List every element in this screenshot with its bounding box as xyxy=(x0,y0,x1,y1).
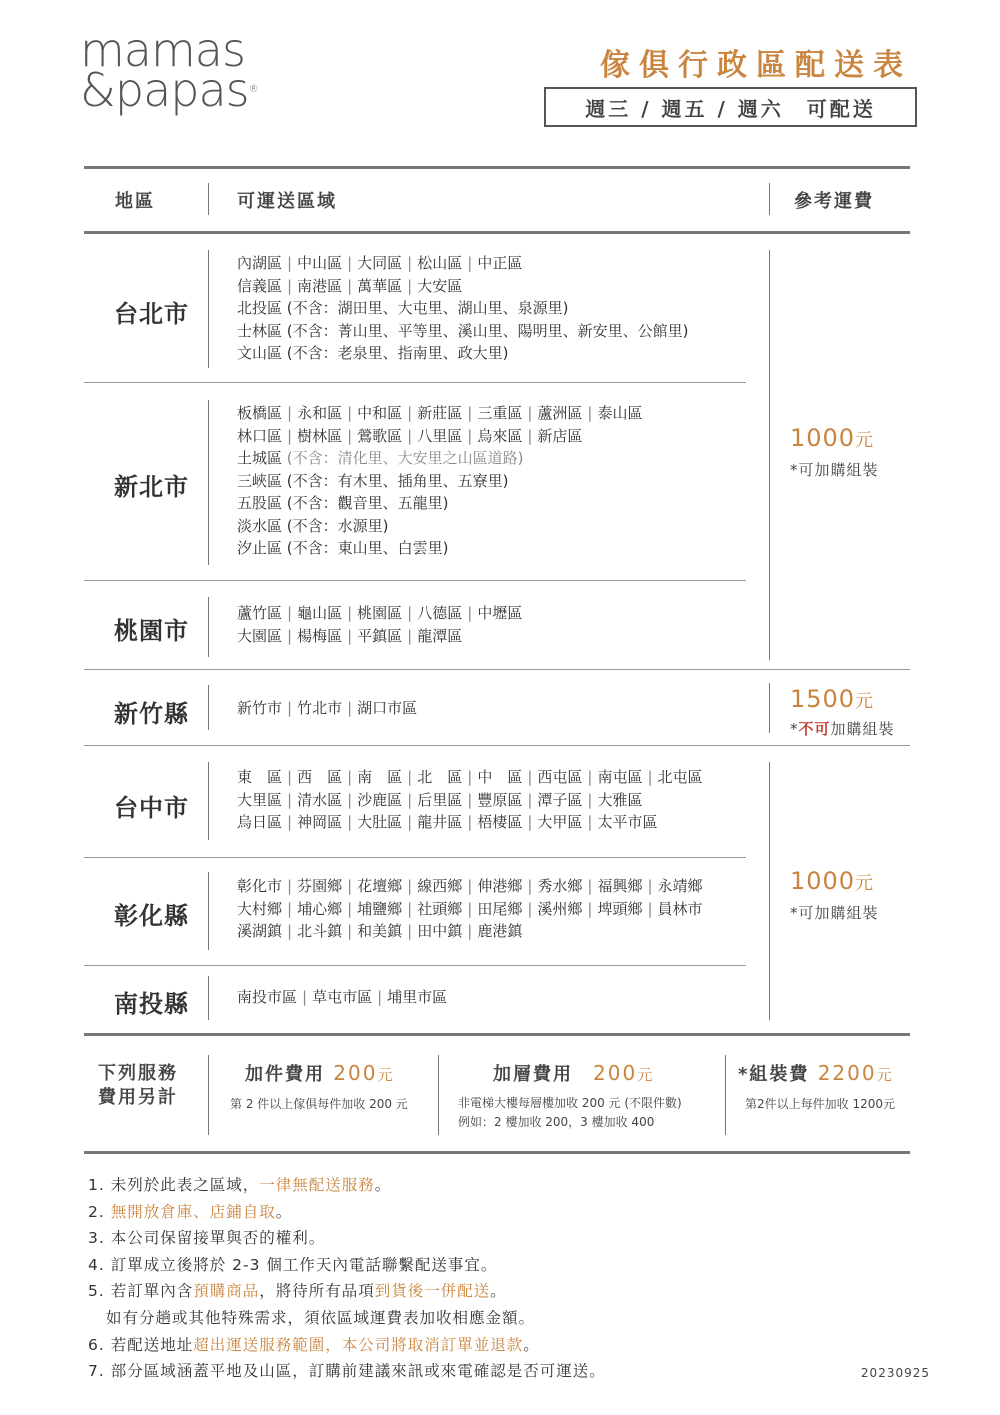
area-item: 南屯區 xyxy=(597,768,643,786)
divider xyxy=(208,685,209,730)
separator: | xyxy=(287,877,293,895)
area-item: 新竹市 xyxy=(237,699,283,717)
note-item: 7. 部分區域涵蓋平地及山區，訂購前建議來訊或來電確認是否可運送。 xyxy=(88,1362,606,1381)
area-item: 溪州鄉 xyxy=(537,899,583,918)
area-item: 埤頭鄉 xyxy=(597,899,643,918)
area-line xyxy=(237,297,688,320)
separator: | xyxy=(527,877,533,895)
area-item: 大安區 xyxy=(417,276,463,295)
notes-list xyxy=(88,1172,606,1385)
area-line xyxy=(237,425,642,448)
separator: | xyxy=(467,604,473,622)
fee-divider xyxy=(769,762,770,1020)
header-areas: 可運送區域 xyxy=(237,191,337,212)
divider xyxy=(438,1055,439,1135)
divider xyxy=(208,597,209,657)
area-item: 士林區 (不含：菁山里、平等里、溪山里、陽明里、新安里、公館里) xyxy=(237,321,689,340)
area-item: 伸港鄉 xyxy=(477,877,523,895)
header-region: 地區 xyxy=(115,191,155,212)
divider xyxy=(208,872,209,950)
note-item: 5. 若訂單內含預購商品，將待所有品項到貨後一併配送。 xyxy=(88,1282,507,1301)
area-line xyxy=(237,492,642,515)
region-changhua: 彰化縣 xyxy=(114,902,189,930)
divider xyxy=(208,762,209,840)
area-item: 林口區 xyxy=(237,426,283,445)
separator: | xyxy=(647,877,653,895)
area-line xyxy=(237,402,642,425)
area-item: 大村鄉 xyxy=(237,899,283,918)
separator: | xyxy=(377,988,383,1006)
area-line xyxy=(237,602,522,625)
services-label: 下列服務 費用另計 xyxy=(98,1063,178,1108)
areas-nantou xyxy=(237,986,447,1009)
area-line xyxy=(237,515,642,538)
area-item: 龍井區 xyxy=(417,813,463,831)
areas-hsinchu xyxy=(237,697,417,720)
divider xyxy=(208,400,209,565)
service-extra-item-note: 第 2 件以上傢俱每件加收 200 元 xyxy=(230,1097,408,1111)
fee-divider xyxy=(769,683,770,733)
region-new-taipei: 新北市 xyxy=(114,473,189,501)
area-item: 福興鄉 xyxy=(597,877,643,895)
area-item: 三峽區 (不含：有木里、插角里、五寮里) xyxy=(237,471,509,490)
separator: | xyxy=(407,604,413,622)
separator: | xyxy=(287,604,293,622)
separator: | xyxy=(467,404,473,422)
separator: | xyxy=(407,922,413,940)
area-line xyxy=(237,920,703,943)
divider xyxy=(208,183,209,215)
area-line xyxy=(237,342,688,365)
area-item: 北 區 xyxy=(417,768,463,786)
region-hsinchu: 新竹縣 xyxy=(114,700,189,728)
row-divider xyxy=(84,857,746,858)
service-floor-note: 非電梯大樓每層樓加收 200 元 (不限件數) 例如：2 樓加收 200，3 樓加收 400 xyxy=(458,1096,682,1129)
area-item: 彰化市 xyxy=(237,877,283,895)
separator: | xyxy=(287,699,293,717)
separator: | xyxy=(302,988,308,1006)
area-line xyxy=(237,537,642,560)
separator: | xyxy=(287,276,293,295)
service-assembly-note: 第2件以上每件加收 1200元 xyxy=(745,1097,895,1111)
divider xyxy=(725,1055,726,1135)
area-item: 五股區 (不含：觀音里、五龍里) xyxy=(237,494,449,512)
area-item: 龍潭區 xyxy=(417,626,463,645)
area-line xyxy=(237,898,703,921)
separator: | xyxy=(467,877,473,895)
separator: | xyxy=(287,626,293,645)
separator: | xyxy=(587,813,593,831)
area-item: 秀水鄉 xyxy=(537,877,583,895)
areas-taoyuan xyxy=(237,602,522,647)
row-divider xyxy=(84,669,910,670)
area-item: 中 區 xyxy=(477,768,523,786)
area-item: 中正區 xyxy=(477,254,523,272)
separator: | xyxy=(587,877,593,895)
separator: | xyxy=(587,404,593,422)
fee-note: *可加購組裝 xyxy=(790,904,879,922)
area-line xyxy=(237,766,703,789)
note-item: 如有分趟或其他特殊需求，須依區域運費表加收相應金額。 xyxy=(106,1308,536,1327)
divider xyxy=(208,976,209,1020)
area-item: 員林市 xyxy=(657,899,703,918)
separator: | xyxy=(347,254,353,272)
divider xyxy=(208,1055,209,1135)
area-item: 西屯區 xyxy=(537,768,583,786)
row-divider xyxy=(84,965,746,966)
area-item: 湖口市區 xyxy=(357,699,418,717)
area-item: 芬園鄉 xyxy=(297,877,343,895)
area-item: 梧棲區 xyxy=(477,813,523,831)
separator: | xyxy=(347,768,353,786)
area-item: 樹林區 xyxy=(297,426,343,445)
area-item: 八里區 xyxy=(417,426,463,445)
area-line xyxy=(237,320,688,343)
services-top-rule xyxy=(84,1033,910,1036)
separator: | xyxy=(467,254,473,272)
area-line xyxy=(237,447,642,470)
area-item: 八德區 xyxy=(417,604,463,622)
service-assembly-title: *組裝費 2200元 xyxy=(738,1061,894,1085)
separator: | xyxy=(587,899,593,918)
note-item: 6. 若配送地址超出運送服務範圍，本公司將取消訂單並退款。 xyxy=(88,1335,540,1354)
area-item: 永靖鄉 xyxy=(657,877,703,895)
area-item: 永和區 xyxy=(297,404,343,422)
separator: | xyxy=(407,813,413,831)
area-item: 中壢區 xyxy=(477,604,523,622)
separator: | xyxy=(287,254,293,272)
separator: | xyxy=(527,404,533,422)
area-item: 淡水區 (不含：水源里) xyxy=(237,516,389,535)
separator: | xyxy=(407,899,413,918)
area-item: 北投區 (不含：湖田里、大屯里、湖山里、泉源里) xyxy=(237,299,569,317)
area-item: 桃園區 xyxy=(357,604,403,622)
separator: | xyxy=(347,626,353,645)
area-item: 蘆洲區 xyxy=(537,404,583,422)
area-item: 中山區 xyxy=(297,254,343,272)
area-item: 平鎮區 xyxy=(357,626,403,645)
fee-amount: 1500元 xyxy=(790,685,875,713)
separator: | xyxy=(527,813,533,831)
area-item: 鶯歌區 xyxy=(357,426,403,445)
note-item: 2. 無開放倉庫、店鋪自取。 xyxy=(88,1202,293,1221)
area-item: 后里區 xyxy=(417,790,463,809)
row-divider xyxy=(84,382,746,383)
area-item: 溪湖鎮 xyxy=(237,922,283,940)
area-item: 中和區 xyxy=(357,404,403,422)
area-item: 烏日區 xyxy=(237,813,283,831)
separator: | xyxy=(467,790,473,809)
fee-note: *不可加購組裝 xyxy=(790,720,895,738)
area-item: 楊梅區 xyxy=(297,626,343,645)
note-item: 3. 本公司保留接單與否的權利。 xyxy=(88,1229,326,1248)
area-item: 信義區 xyxy=(237,276,283,295)
area-item: 萬華區 xyxy=(357,276,403,295)
separator: | xyxy=(587,790,593,809)
separator: | xyxy=(347,922,353,940)
separator: | xyxy=(287,813,293,831)
separator: | xyxy=(287,790,293,809)
delivery-days-badge: 週三 / 週五 / 週六 可配送 xyxy=(544,87,917,127)
area-item: 南投市區 xyxy=(237,988,298,1006)
area-item: 大甲區 xyxy=(537,813,583,831)
row-divider xyxy=(84,745,910,746)
area-line xyxy=(237,789,703,812)
areas-taichung xyxy=(237,766,703,834)
separator: | xyxy=(647,768,653,786)
areas-changhua xyxy=(237,875,703,943)
separator: | xyxy=(407,626,413,645)
area-item: 烏來區 xyxy=(477,426,523,445)
area-item: 草屯市區 xyxy=(312,988,373,1006)
note-item: 4. 訂單成立後將於 2-3 個工作天內電話聯繫配送事宜。 xyxy=(88,1255,498,1274)
area-item: 大里區 xyxy=(237,790,283,809)
separator: | xyxy=(347,899,353,918)
separator: | xyxy=(527,899,533,918)
area-item: 土城區 xyxy=(237,449,283,467)
service-floor-title: 加層費用 200元 xyxy=(493,1061,655,1085)
separator: | xyxy=(527,768,533,786)
area-item: 南 區 xyxy=(357,768,403,786)
fee-amount: 1000元 xyxy=(790,424,875,452)
separator: | xyxy=(527,790,533,809)
header-bottom-rule xyxy=(84,231,910,234)
area-line xyxy=(237,811,703,834)
separator: | xyxy=(467,768,473,786)
area-item: 松山區 xyxy=(417,254,463,272)
separator: | xyxy=(527,426,533,445)
separator: | xyxy=(467,813,473,831)
separator: | xyxy=(347,813,353,831)
separator: | xyxy=(407,877,413,895)
area-item: 龜山區 xyxy=(297,604,343,622)
separator: | xyxy=(407,768,413,786)
area-item: 埔里市區 xyxy=(387,988,448,1006)
area-item: 鹿港鎮 xyxy=(477,922,523,940)
service-extra-item-title: 加件費用 200元 xyxy=(245,1061,395,1085)
area-item: 線西鄉 xyxy=(417,877,463,895)
area-line xyxy=(237,470,642,493)
area-item: 文山區 (不含：老泉里、指南里、政大里) xyxy=(237,344,509,362)
area-item: 西 區 xyxy=(297,768,343,786)
area-item: 泰山區 xyxy=(597,404,643,422)
separator: | xyxy=(407,404,413,422)
separator: | xyxy=(407,790,413,809)
area-item: 太平市區 xyxy=(597,813,658,831)
separator: | xyxy=(467,922,473,940)
area-item: 田中鎮 xyxy=(417,922,463,940)
area-item: 清水區 xyxy=(297,790,343,809)
separator: | xyxy=(407,426,413,445)
separator: | xyxy=(587,768,593,786)
separator: | xyxy=(287,426,293,445)
region-taoyuan: 桃園市 xyxy=(114,617,189,645)
separator: | xyxy=(347,404,353,422)
area-line xyxy=(237,986,447,1009)
area-item: 埔鹽鄉 xyxy=(357,899,403,918)
separator: | xyxy=(287,899,293,918)
areas-taipei xyxy=(237,252,688,365)
separator: | xyxy=(347,604,353,622)
separator: | xyxy=(467,426,473,445)
area-item: 東 區 xyxy=(237,768,283,786)
fee-divider xyxy=(769,250,770,660)
separator: | xyxy=(347,426,353,445)
separator: | xyxy=(347,699,353,717)
area-item: 北屯區 xyxy=(657,768,703,786)
fee-note: *可加購組裝 xyxy=(790,461,879,479)
area-item: 埔心鄉 xyxy=(297,899,343,918)
area-item: 蘆竹區 xyxy=(237,604,283,622)
divider xyxy=(769,183,770,215)
fee-amount: 1000元 xyxy=(790,867,875,895)
area-item: 板橋區 xyxy=(237,404,283,422)
area-line xyxy=(237,625,522,648)
separator: | xyxy=(347,276,353,295)
separator: | xyxy=(287,404,293,422)
page-title: 傢俱行政區配送表 xyxy=(600,48,912,83)
area-exclusion-note: (不含：清化里、大安里之山區道路) xyxy=(282,449,524,467)
note-item: 1. 未列於此表之區域，一律無配送服務。 xyxy=(88,1176,392,1194)
area-item: 大同區 xyxy=(357,254,403,272)
separator: | xyxy=(287,922,293,940)
area-item: 竹北市 xyxy=(297,699,343,717)
area-line xyxy=(237,275,688,298)
area-item: 汐止區 (不含：東山里、白雲里) xyxy=(237,539,449,557)
area-item: 北斗鎮 xyxy=(297,922,343,940)
area-item: 大雅區 xyxy=(597,790,643,809)
area-item: 神岡區 xyxy=(297,813,343,831)
region-taipei: 台北市 xyxy=(114,300,189,328)
divider xyxy=(208,250,209,368)
area-item: 大肚區 xyxy=(357,813,403,831)
area-item: 南港區 xyxy=(297,276,343,295)
header-fee: 參考運費 xyxy=(794,191,874,212)
services-bottom-rule xyxy=(84,1151,910,1154)
area-item: 三重區 xyxy=(477,404,523,422)
area-line xyxy=(237,697,417,720)
area-item: 新店區 xyxy=(537,426,583,445)
areas-new-taipei xyxy=(237,402,642,560)
separator: | xyxy=(347,790,353,809)
separator: | xyxy=(347,877,353,895)
area-line xyxy=(237,875,703,898)
separator: | xyxy=(647,899,653,918)
brand-logo: mamas &papas® xyxy=(80,23,258,117)
area-item: 豐原區 xyxy=(477,790,523,809)
area-item: 花壇鄉 xyxy=(357,877,403,895)
separator: | xyxy=(467,899,473,918)
separator: | xyxy=(407,254,413,272)
separator: | xyxy=(287,768,293,786)
area-item: 社頭鄉 xyxy=(417,899,463,918)
area-item: 新莊區 xyxy=(417,404,463,422)
area-item: 潭子區 xyxy=(537,790,583,809)
separator: | xyxy=(407,276,413,295)
area-item: 沙鹿區 xyxy=(357,790,403,809)
area-item: 和美鎮 xyxy=(357,922,403,940)
area-line xyxy=(237,252,688,275)
area-item: 內湖區 xyxy=(237,254,283,272)
region-taichung: 台中市 xyxy=(114,794,189,822)
region-nantou: 南投縣 xyxy=(114,990,189,1018)
area-item: 田尾鄉 xyxy=(477,899,523,918)
table-top-rule xyxy=(84,166,910,169)
row-divider xyxy=(84,580,746,581)
area-item: 大園區 xyxy=(237,626,283,645)
version-code: 20230925 xyxy=(860,1366,930,1380)
